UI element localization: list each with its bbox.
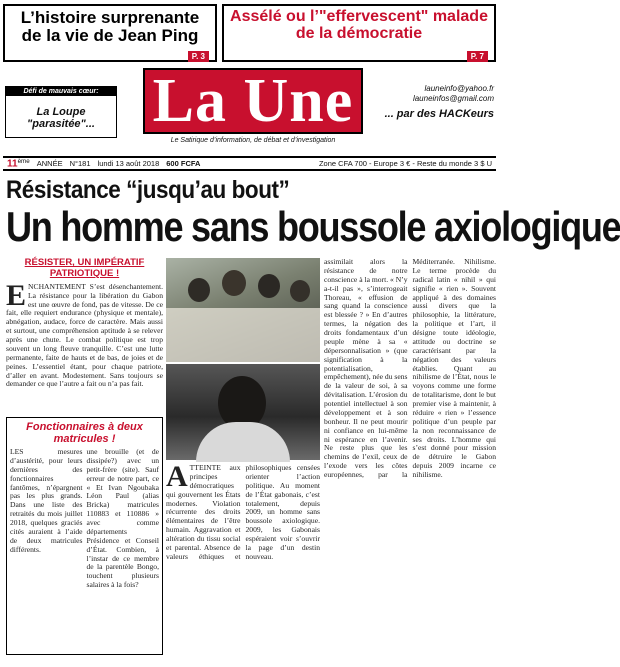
teaser-left-page: P. 3	[188, 51, 209, 62]
issue-date: lundi 13 août 2018	[97, 159, 160, 168]
contact-emails	[369, 84, 494, 104]
issue-number: N°181	[69, 159, 91, 168]
teaser-right-page: P. 7	[467, 51, 488, 62]
teaser-right-title: Assélé ou l’"effervescent" malade de la démocratie	[230, 8, 488, 42]
masthead-box-text: La Loupe "parasitée"...	[27, 106, 95, 130]
middle-article-body	[166, 460, 320, 662]
issue-info-bar	[3, 156, 496, 171]
left-column	[6, 258, 163, 662]
middle-article	[166, 460, 320, 662]
newspaper-subtitle: Le Satirique d’information, de débat et d’investigation	[170, 137, 336, 144]
teaser-left[interactable]	[3, 4, 217, 62]
masthead-box-label: Défi de mauvais cœur:	[6, 87, 116, 96]
middle-article-text: TTEINTE aux principes démocratiques qui gouvernent les États modernes. Violation récurrente des droits élémentaires de l’être humain. Aggravation et altération du tissu social et parental. Absence de valeurs éthiques et philosophiques censées orienter l’action politique. Au moment de l’État gabonais, c’est totalement, depuis 2009, un homme sans boussole axiologique. 2009, les Gabonais espéraient voir s’ouvrir la page d’un destin nouveau.	[166, 463, 320, 561]
right-article	[324, 258, 496, 662]
issue-price: 600 FCFA	[166, 159, 201, 168]
masthead-right-text: ... par des HACKeurs	[384, 108, 494, 120]
crowd-photo	[166, 258, 320, 362]
masthead	[3, 68, 496, 154]
email-2[interactable]: launeinfos@gmail.com	[412, 94, 494, 103]
newspaper-logo[interactable]: La Une	[143, 68, 363, 134]
sidebox-col-1: LES mesures d’austérité, pour leurs dernières des fonctionnaires fantômes, n’épargnent pas les plus grands. Dans une liste des retraités du mois juillet 2018, quelques graciés cités auraient à l’aide de deux matricules différents.	[10, 447, 83, 554]
portrait-photo	[166, 364, 320, 460]
teaser-right[interactable]	[222, 4, 496, 62]
external-prices: Zone CFA 700 - Europe 3 € - Reste du monde 3 $ U	[318, 159, 492, 168]
left-article-title[interactable]: RÉSISTER, UN IMPÉRATIF PATRIOTIQUE !	[24, 257, 145, 279]
main-headline[interactable]: Un homme sans boussole axiologique	[6, 203, 620, 250]
issue-year-number: 11ème	[7, 157, 30, 170]
masthead-left-box[interactable]	[5, 86, 117, 138]
left-dropcap: E	[6, 278, 27, 312]
sidebox-article	[6, 417, 163, 655]
issue-year-label: ANNÉE	[36, 159, 63, 168]
sidebox-col-2: une brouille (et de dissipée?) avec un petit-frère (site). Sauf erreur de notre part, ce « Et Ivan Ngoubaka Léon Paul (alias Bricka) matricules 110883 et 110886 » avec comme départements Présidence et Conseil d’État. Combien, à l’instar de ce membre de la parentèle Bongo, touchent plusieurs salaires à la fois?	[86, 447, 159, 590]
right-article-body: assimilait alors la résistance de notre conscience à la mort. « N’y a-t-il pas », s’interrogeait Thoreau, « effusion de sang quand la conscience est blessée ? » En d’autres termes, la négation des droits fondamentaux d’un peuple mène à sa « dépersonnalisation » (que signification à la potentialisation, empêchement), née du sens de la valeur de soi, à sa dévitalisation. L’érosion du potentiel intellectuel à son développement et à son bonheur. Il ne peut mourir ni confiance en lui-même ni espérance en l’avenir. Ne reste plus que les chemins de l’exil, ceux de l’exode vers les côtes européennes, par la Méditerranée. Nihilisme. Le terme procède du radical latin « nihil » qui signifie « rien ». Souvent appliqué à des domaines aussi divers que la philosophie, la littérature, la politique et l’art, il désigne toute idéologie, attitude ou doctrine se caractérisant par la négation des valeurs établies. Quant au nihilisme de l’État, nous le voyons comme une forme de totalitarisme, dont le but premier vise à maintenir, à réduire « rien » l’essence politique d’un peuple par la non reconnaissance de ses droits. L’homme qui s’est donné pour mission de détruire le Gabon depuis 2009 incarne ce nihilisme.	[324, 257, 496, 479]
left-article-body	[6, 278, 163, 411]
left-article-text: NCHANTEMENT S’est désenchantement. La résistance pour la libération du Gabon est une œuvre de fond, pas de vitesse. De ce fait, elle requiert endurance (physique et mentale), abnégation, audace, force de caractère. Mais aussi et surtout, une compréhension aptitude à se relever après une chute. Le combat politique est trop souvent un long fleuve tranquille. C’est une lutte permanente, faite de hauts et de bas, de joies et de peines. L’essentiel étant, pour chaque patriote, d’aller en avant. Modestement. Sans toujours se demander ce que l’autre a fait ou n’a pas fait.	[6, 281, 163, 389]
email-1[interactable]: launeinfo@yahoo.fr	[424, 84, 494, 93]
middle-dropcap: A	[166, 460, 188, 493]
teaser-left-title: L’histoire surprenante de la vie de Jean Ping	[20, 8, 200, 45]
headline-kicker[interactable]: Résistance “jusqu’au bout”	[6, 176, 290, 204]
sidebox-title[interactable]: Fonctionnaires à deux matricules !	[26, 420, 143, 445]
